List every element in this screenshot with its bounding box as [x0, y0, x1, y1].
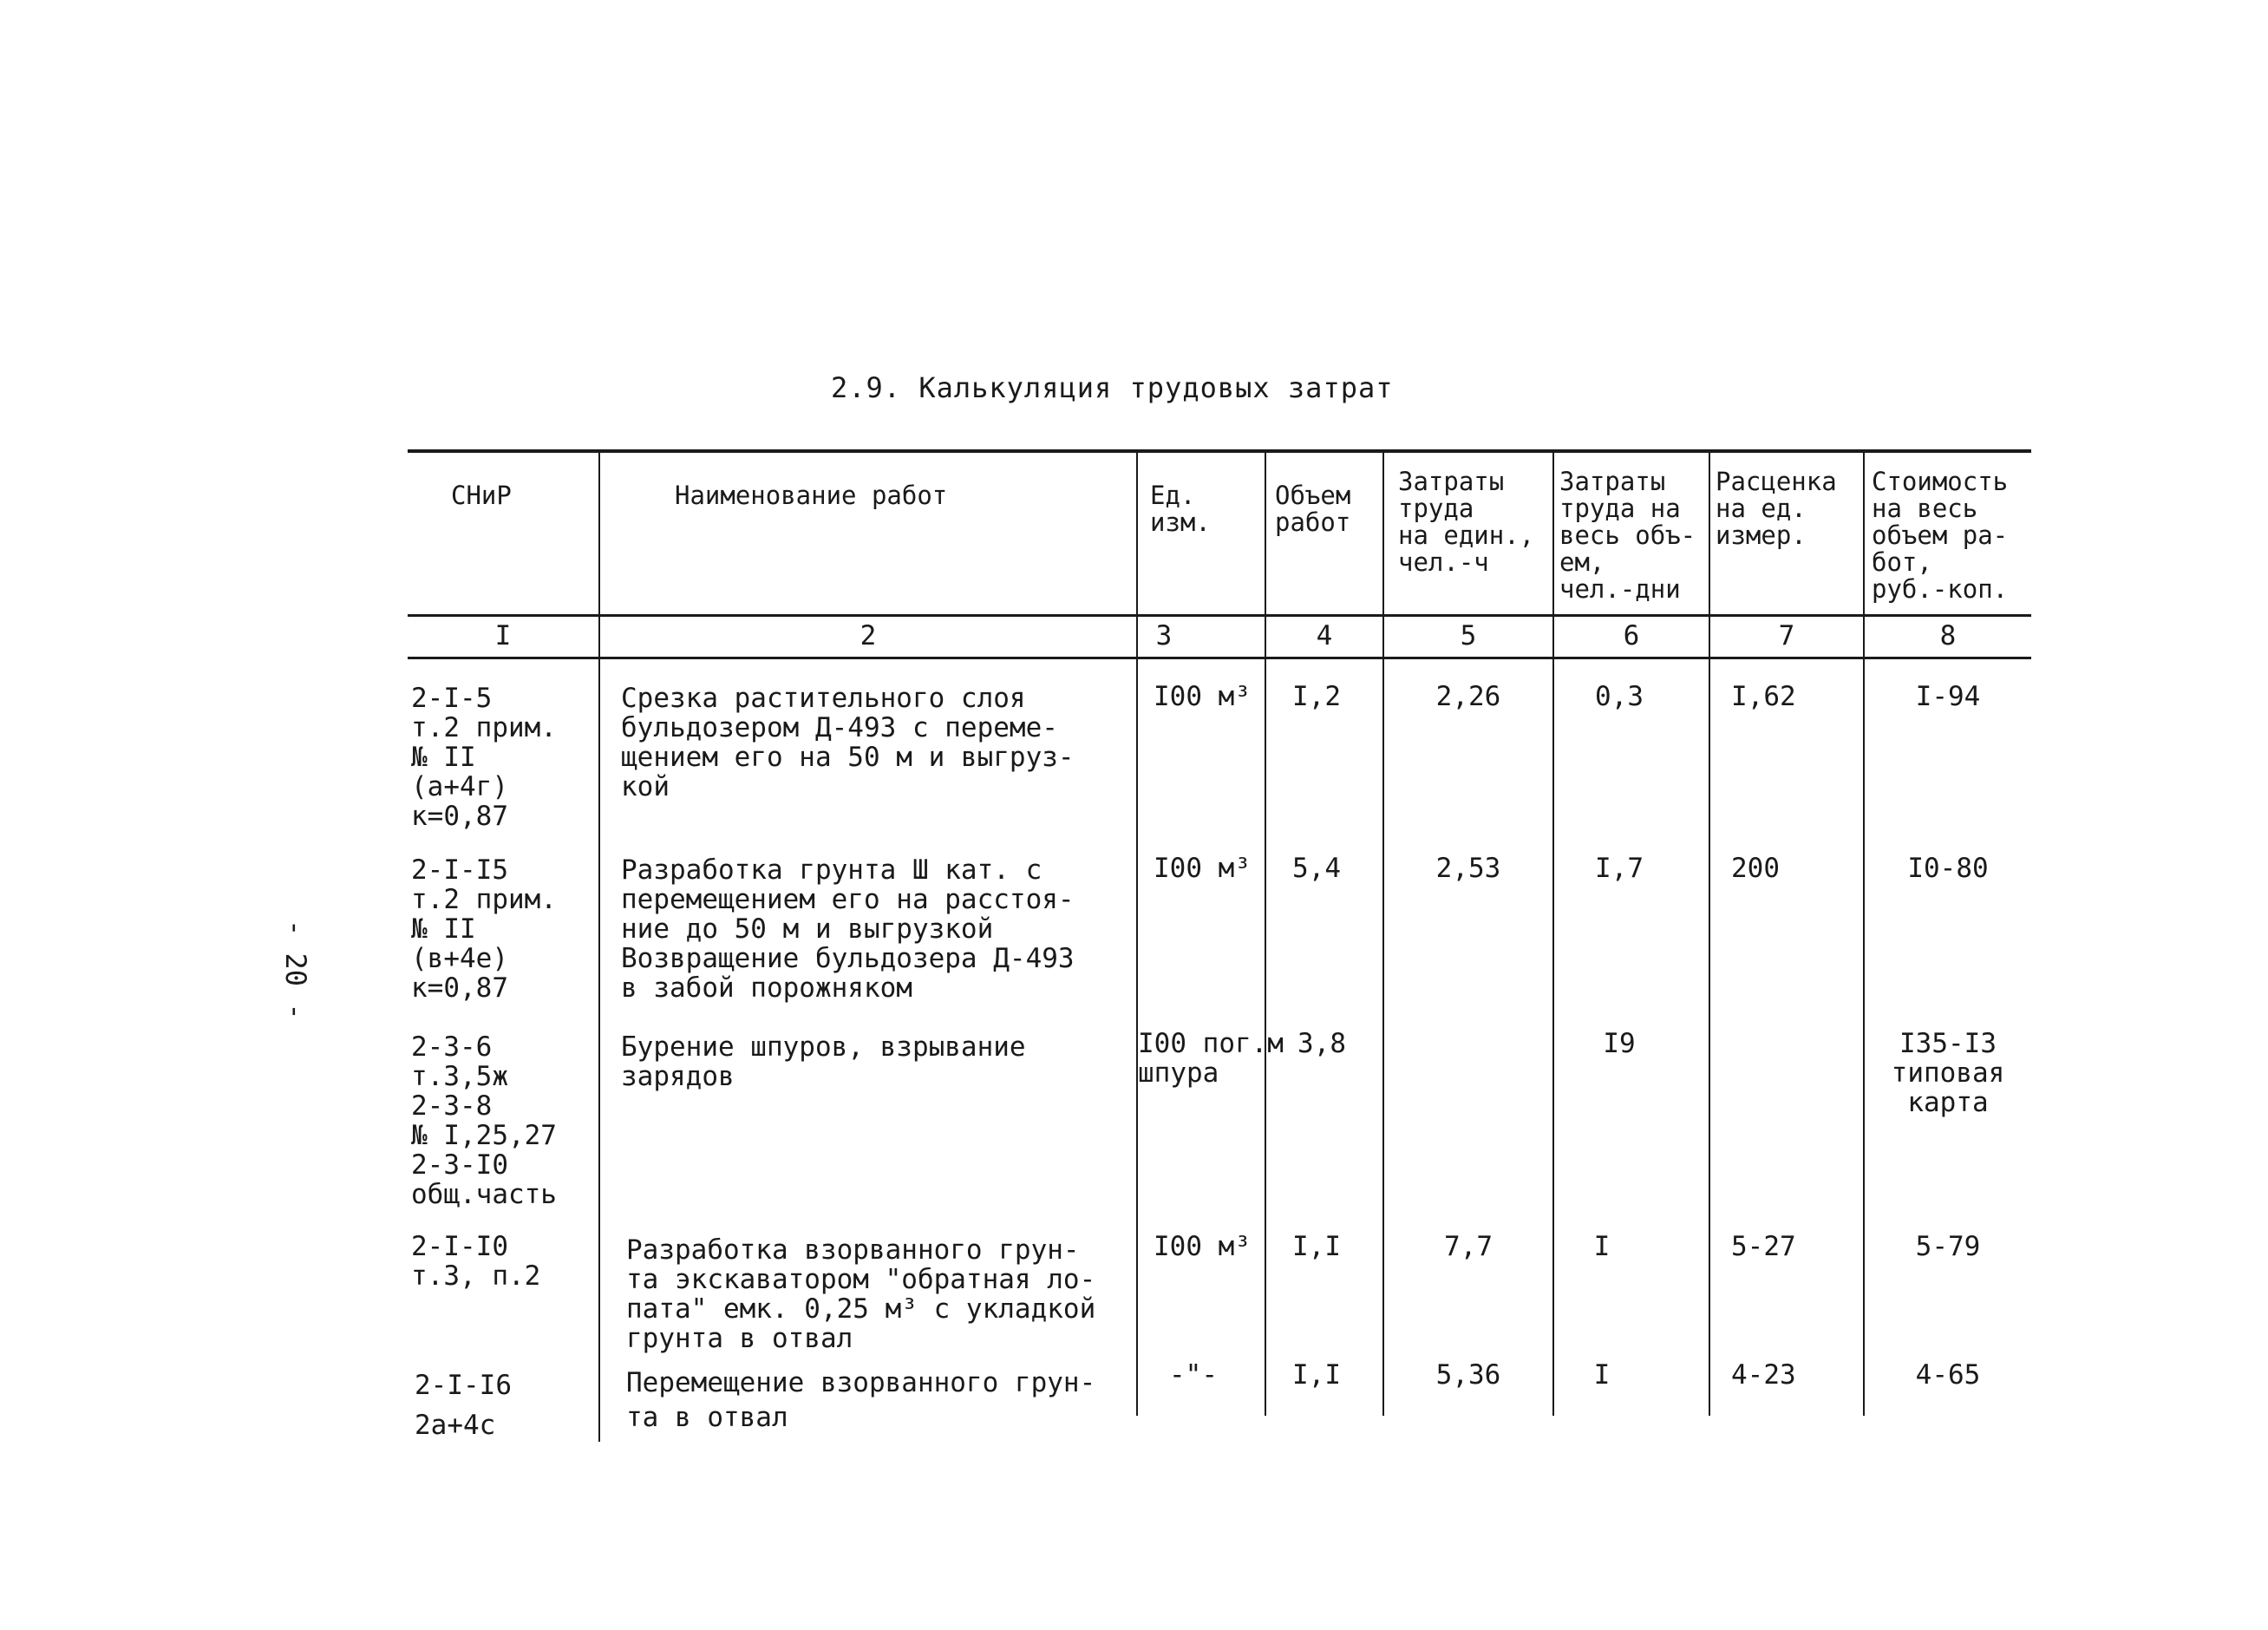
row-unit: I00 м³	[1154, 1231, 1251, 1262]
colnum-5: 5	[1460, 620, 1477, 651]
row-work-name: Бурение шпуров, взрывание зарядов	[621, 1031, 1026, 1092]
row-rate: 200	[1731, 853, 1780, 884]
row-labor-total: I9	[1603, 1028, 1636, 1059]
header-labor-total: Затраты труда на весь объ- ем, чел.-дни	[1559, 467, 1696, 604]
row-cost: I35-I3 типовая карта	[1891, 1028, 2005, 1118]
row-labor-unit: 5,36	[1435, 1359, 1501, 1391]
header-rate: Расценка на ед. измер.	[1716, 467, 1837, 550]
header-cost: Стоимость на весь объем ра- бот, руб.-коп.	[1872, 467, 2009, 604]
row-snip: 2-I-I6 2а+4с	[415, 1370, 512, 1441]
column-numbers-bottom-rule	[408, 657, 2031, 659]
row-unit: I00 м³	[1154, 681, 1251, 712]
row-unit: -"-	[1169, 1359, 1218, 1391]
row-cost: I-94	[1915, 681, 1981, 712]
colnum-7: 7	[1778, 620, 1795, 651]
row-volume: I,I	[1292, 1359, 1341, 1391]
row-unit: I00 пог.м шпура	[1138, 1028, 1284, 1089]
col-divider-5	[1552, 453, 1554, 1416]
colnum-4: 4	[1316, 620, 1333, 651]
header-unit: Ед. изм.	[1150, 481, 1211, 537]
row-snip: 2-3-6 т.3,5ж 2-3-8 № I,25,27 2-3-I0 общ.часть	[411, 1031, 557, 1210]
row-cost: I0-80	[1907, 853, 1989, 884]
colnum-8: 8	[1939, 620, 1957, 651]
row-work-name: Разработка взорванного грун- та экскаватором "обратная ло- пата" емк. 0,25 м³ с укладкой грунта в отвал	[626, 1234, 1096, 1354]
row-labor-total: I	[1593, 1231, 1611, 1262]
row-rate: 4-23	[1731, 1359, 1796, 1391]
row-labor-unit: 2,53	[1435, 853, 1501, 884]
col-divider-7	[1863, 453, 1865, 1416]
row-cost: 5-79	[1915, 1231, 1981, 1262]
row-cost: 4-65	[1915, 1359, 1981, 1391]
row-work-name: Срезка растительного слоя бульдозером Д-493 с переме- щением его на 50 м и выгруз- кой	[621, 683, 1075, 802]
row-labor-unit: 2,26	[1435, 681, 1501, 712]
col-divider-4	[1382, 453, 1384, 1416]
col-divider-2	[1136, 453, 1138, 1416]
header-volume: Объем работ	[1275, 481, 1351, 537]
row-volume: I,I	[1292, 1231, 1341, 1262]
row-unit: I00 м³	[1154, 853, 1251, 884]
page-number: - 20 -	[279, 920, 312, 1020]
row-snip: 2-I-I5 т.2 прим. № II (в+4е) к=0,87	[411, 854, 557, 1004]
header-bottom-rule	[408, 614, 2031, 617]
header-work-name: Наименование работ	[675, 481, 948, 510]
colnum-1: I	[494, 620, 512, 651]
row-labor-total: I,7	[1595, 853, 1644, 884]
row-labor-total: I	[1593, 1359, 1611, 1391]
colnum-2: 2	[859, 620, 877, 651]
row-labor-unit: 7,7	[1444, 1231, 1493, 1262]
col-divider-3	[1265, 453, 1266, 1416]
colnum-3: 3	[1155, 620, 1173, 651]
row-rate: 5-27	[1731, 1231, 1796, 1262]
row-rate: I,62	[1731, 681, 1796, 712]
table-top-rule	[408, 449, 2031, 453]
row-snip: 2-I-I0 т.3, п.2	[411, 1231, 541, 1292]
col-divider-6	[1709, 453, 1710, 1416]
row-snip: 2-I-5 т.2 прим. № II (а+4г) к=0,87	[411, 683, 557, 832]
header-snip: СНиР	[451, 481, 512, 510]
page-title: 2.9. Калькуляция трудовых затрат	[831, 371, 1394, 404]
colnum-6: 6	[1623, 620, 1640, 651]
row-labor-total: 0,3	[1595, 681, 1644, 712]
row-volume: I,2	[1292, 681, 1341, 712]
header-labor-per-unit: Затраты труда на един., чел.-ч	[1398, 467, 1535, 577]
col-divider-1	[598, 453, 600, 1442]
row-work-name: Разработка грунта Ш кат. с перемещением его на расстоя- ние до 50 м и выгрузкой Возвращение бульдозера Д-493 в забой порожняком	[621, 854, 1075, 1004]
row-work-name: Перемещение взорванного грун- та в отвал	[626, 1367, 1096, 1433]
row-volume: 5,4	[1292, 853, 1341, 884]
row-volume: 3,8	[1297, 1028, 1346, 1059]
